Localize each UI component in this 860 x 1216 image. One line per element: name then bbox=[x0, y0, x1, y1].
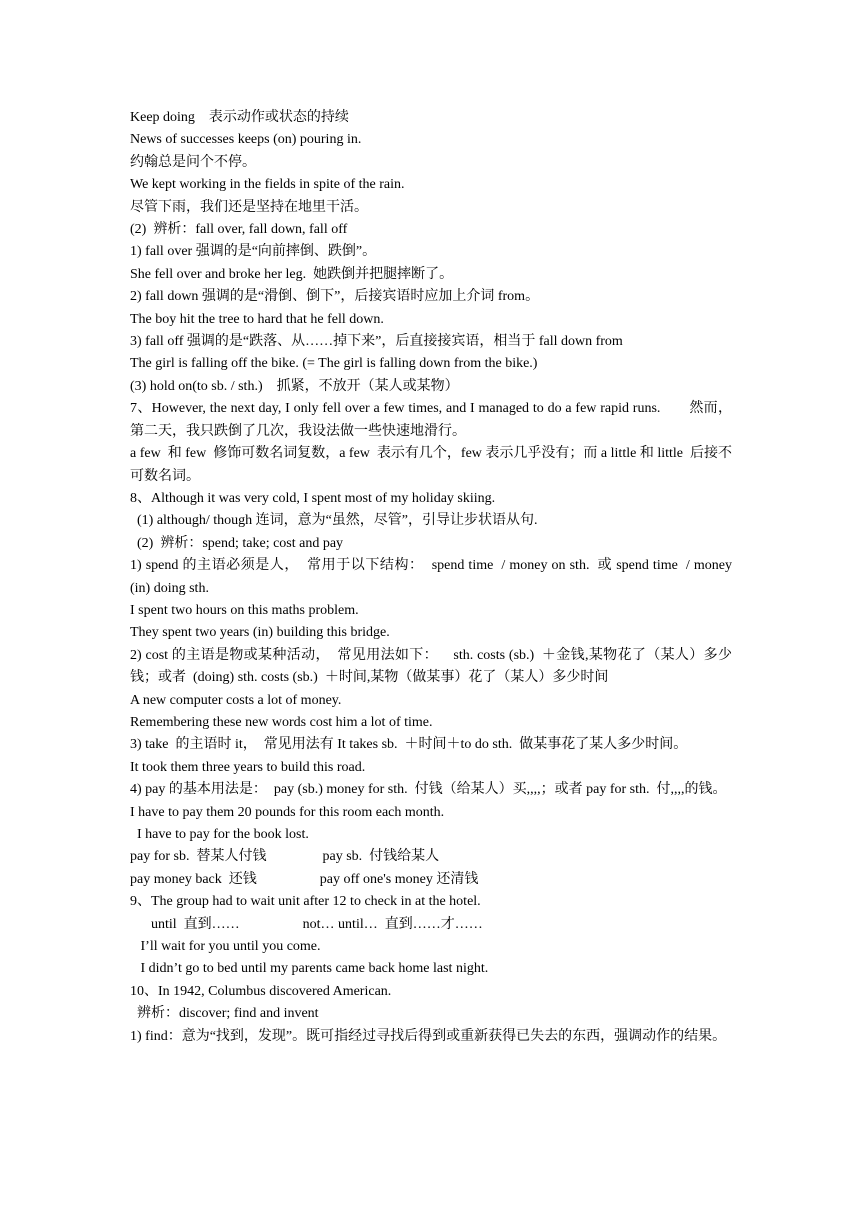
phrase-pair: until 直到…… not… until… 直到……才…… bbox=[130, 916, 483, 932]
translation-line: 约翰总是问个不停。 bbox=[130, 154, 256, 170]
phrase-pair: pay for sb. 替某人付钱 pay sb. 付钱给某人 bbox=[130, 849, 440, 865]
example-sentence: The girl is falling off the bike. (= The girl is falling down from the bike.) bbox=[130, 356, 538, 372]
example-sentence: I have to pay for the book lost. bbox=[130, 827, 309, 842]
example-sentence: The boy hit the tree to hard that he fell down. bbox=[130, 311, 384, 327]
numbered-sentence: 8、Although it was very cold, I spent most of my holiday skiing. bbox=[130, 490, 496, 506]
example-sentence: We kept working in the fields in spite of the rain. bbox=[130, 177, 405, 193]
phrase-pair: pay money back 还钱 pay off one's money 还清钱 bbox=[130, 871, 479, 887]
explanation-line: 1) spend 的主语必须是人， 常用于以下结构： spend time / money on sth. 或 spend time / money (in) doing sth. bbox=[130, 558, 736, 596]
explanation-line: a few 和 few 修饰可数名词复数，a few 表示有几个，few 表示几乎没有；而 a little 和 little 后接不可数名词。 bbox=[130, 446, 732, 484]
example-sentence: I’ll wait for you until you come. bbox=[130, 939, 321, 955]
heading-keep-doing: Keep doing 表示动作或状态的持续 bbox=[130, 110, 349, 125]
explanation-line: 1) fall over 强调的是“向前摔倒、跌倒”。 bbox=[130, 244, 377, 260]
explanation-line: 2) fall down 强调的是“滑倒、倒下”，后接宾语时应加上介词 from。 bbox=[130, 289, 540, 305]
example-sentence: I didn’t go to bed until my parents came back home last night. bbox=[130, 961, 489, 977]
example-sentence: They spent two years (in) building this bridge. bbox=[130, 625, 390, 641]
section-heading: (2) 辨析：spend; take; cost and pay bbox=[130, 535, 344, 551]
section-heading: (2) 辨析：fall over, fall down, fall off bbox=[130, 222, 348, 238]
example-sentence: It took them three years to build this road. bbox=[130, 759, 366, 775]
explanation-line: 3) take 的主语时 it， 常见用法有 It takes sb. ＋时间＋to do sth. 做某事花了某人多少时间。 bbox=[130, 737, 688, 753]
example-sentence: News of successes keeps (on) pouring in. bbox=[130, 132, 362, 148]
explanation-line: 4) pay 的基本用法是： pay (sb.) money for sth. 付钱（给某人）买,,,,；或者 pay for sth. 付,,,,的钱。 bbox=[130, 782, 727, 798]
document-body bbox=[130, 107, 736, 1048]
example-sentence: I have to pay them 20 pounds for this room each month. bbox=[130, 804, 445, 820]
explanation-line: 2) cost 的主语是物或某种活动， 常见用法如下： sth. costs (sb.) ＋金钱,某物花了（某人）多少钱；或者 (doing) sth. costs (sb.) ＋时间,某物（做某事）花了（某人）多少时间 bbox=[130, 647, 732, 686]
example-sentence: She fell over and broke her leg. 她跌倒并把腿摔断了。 bbox=[130, 266, 454, 282]
example-sentence: A new computer costs a lot of money. bbox=[130, 692, 342, 708]
explanation-line: 3) fall off 强调的是“跌落、从……掉下来”，后直接接宾语，相当于 fall down from bbox=[130, 334, 623, 350]
example-sentence: I spent two hours on this maths problem. bbox=[130, 602, 359, 618]
section-heading: (3) hold on(to sb. / sth.) 抓紧，不放开（某人或某物） bbox=[130, 378, 459, 394]
example-sentence: Remembering these new words cost him a lot of time. bbox=[130, 714, 433, 730]
section-heading: 辨析：discover; find and invent bbox=[130, 1006, 319, 1022]
translation-line: 尽管下雨，我们还是坚持在地里干活。 bbox=[130, 199, 368, 215]
explanation-line: 1) find：意为“找到，发现”。既可指经过寻找后得到或重新获得已失去的东西，强调动作的结果。 bbox=[130, 1028, 727, 1044]
numbered-sentence: 10、In 1942, Columbus discovered American. bbox=[130, 983, 392, 999]
numbered-sentence: 7、However, the next day, I only fell over a few times, and I managed to do a few rapid runs. 然而，第二天，我只跌倒了几次，我设法做一些快速地滑行。 bbox=[130, 401, 732, 439]
numbered-sentence: 9、The group had to wait unit after 12 to check in at the hotel. bbox=[130, 894, 481, 910]
explanation-line: (1) although/ though 连词，意为“虽然，尽管”，引导让步状语从句. bbox=[130, 513, 538, 529]
